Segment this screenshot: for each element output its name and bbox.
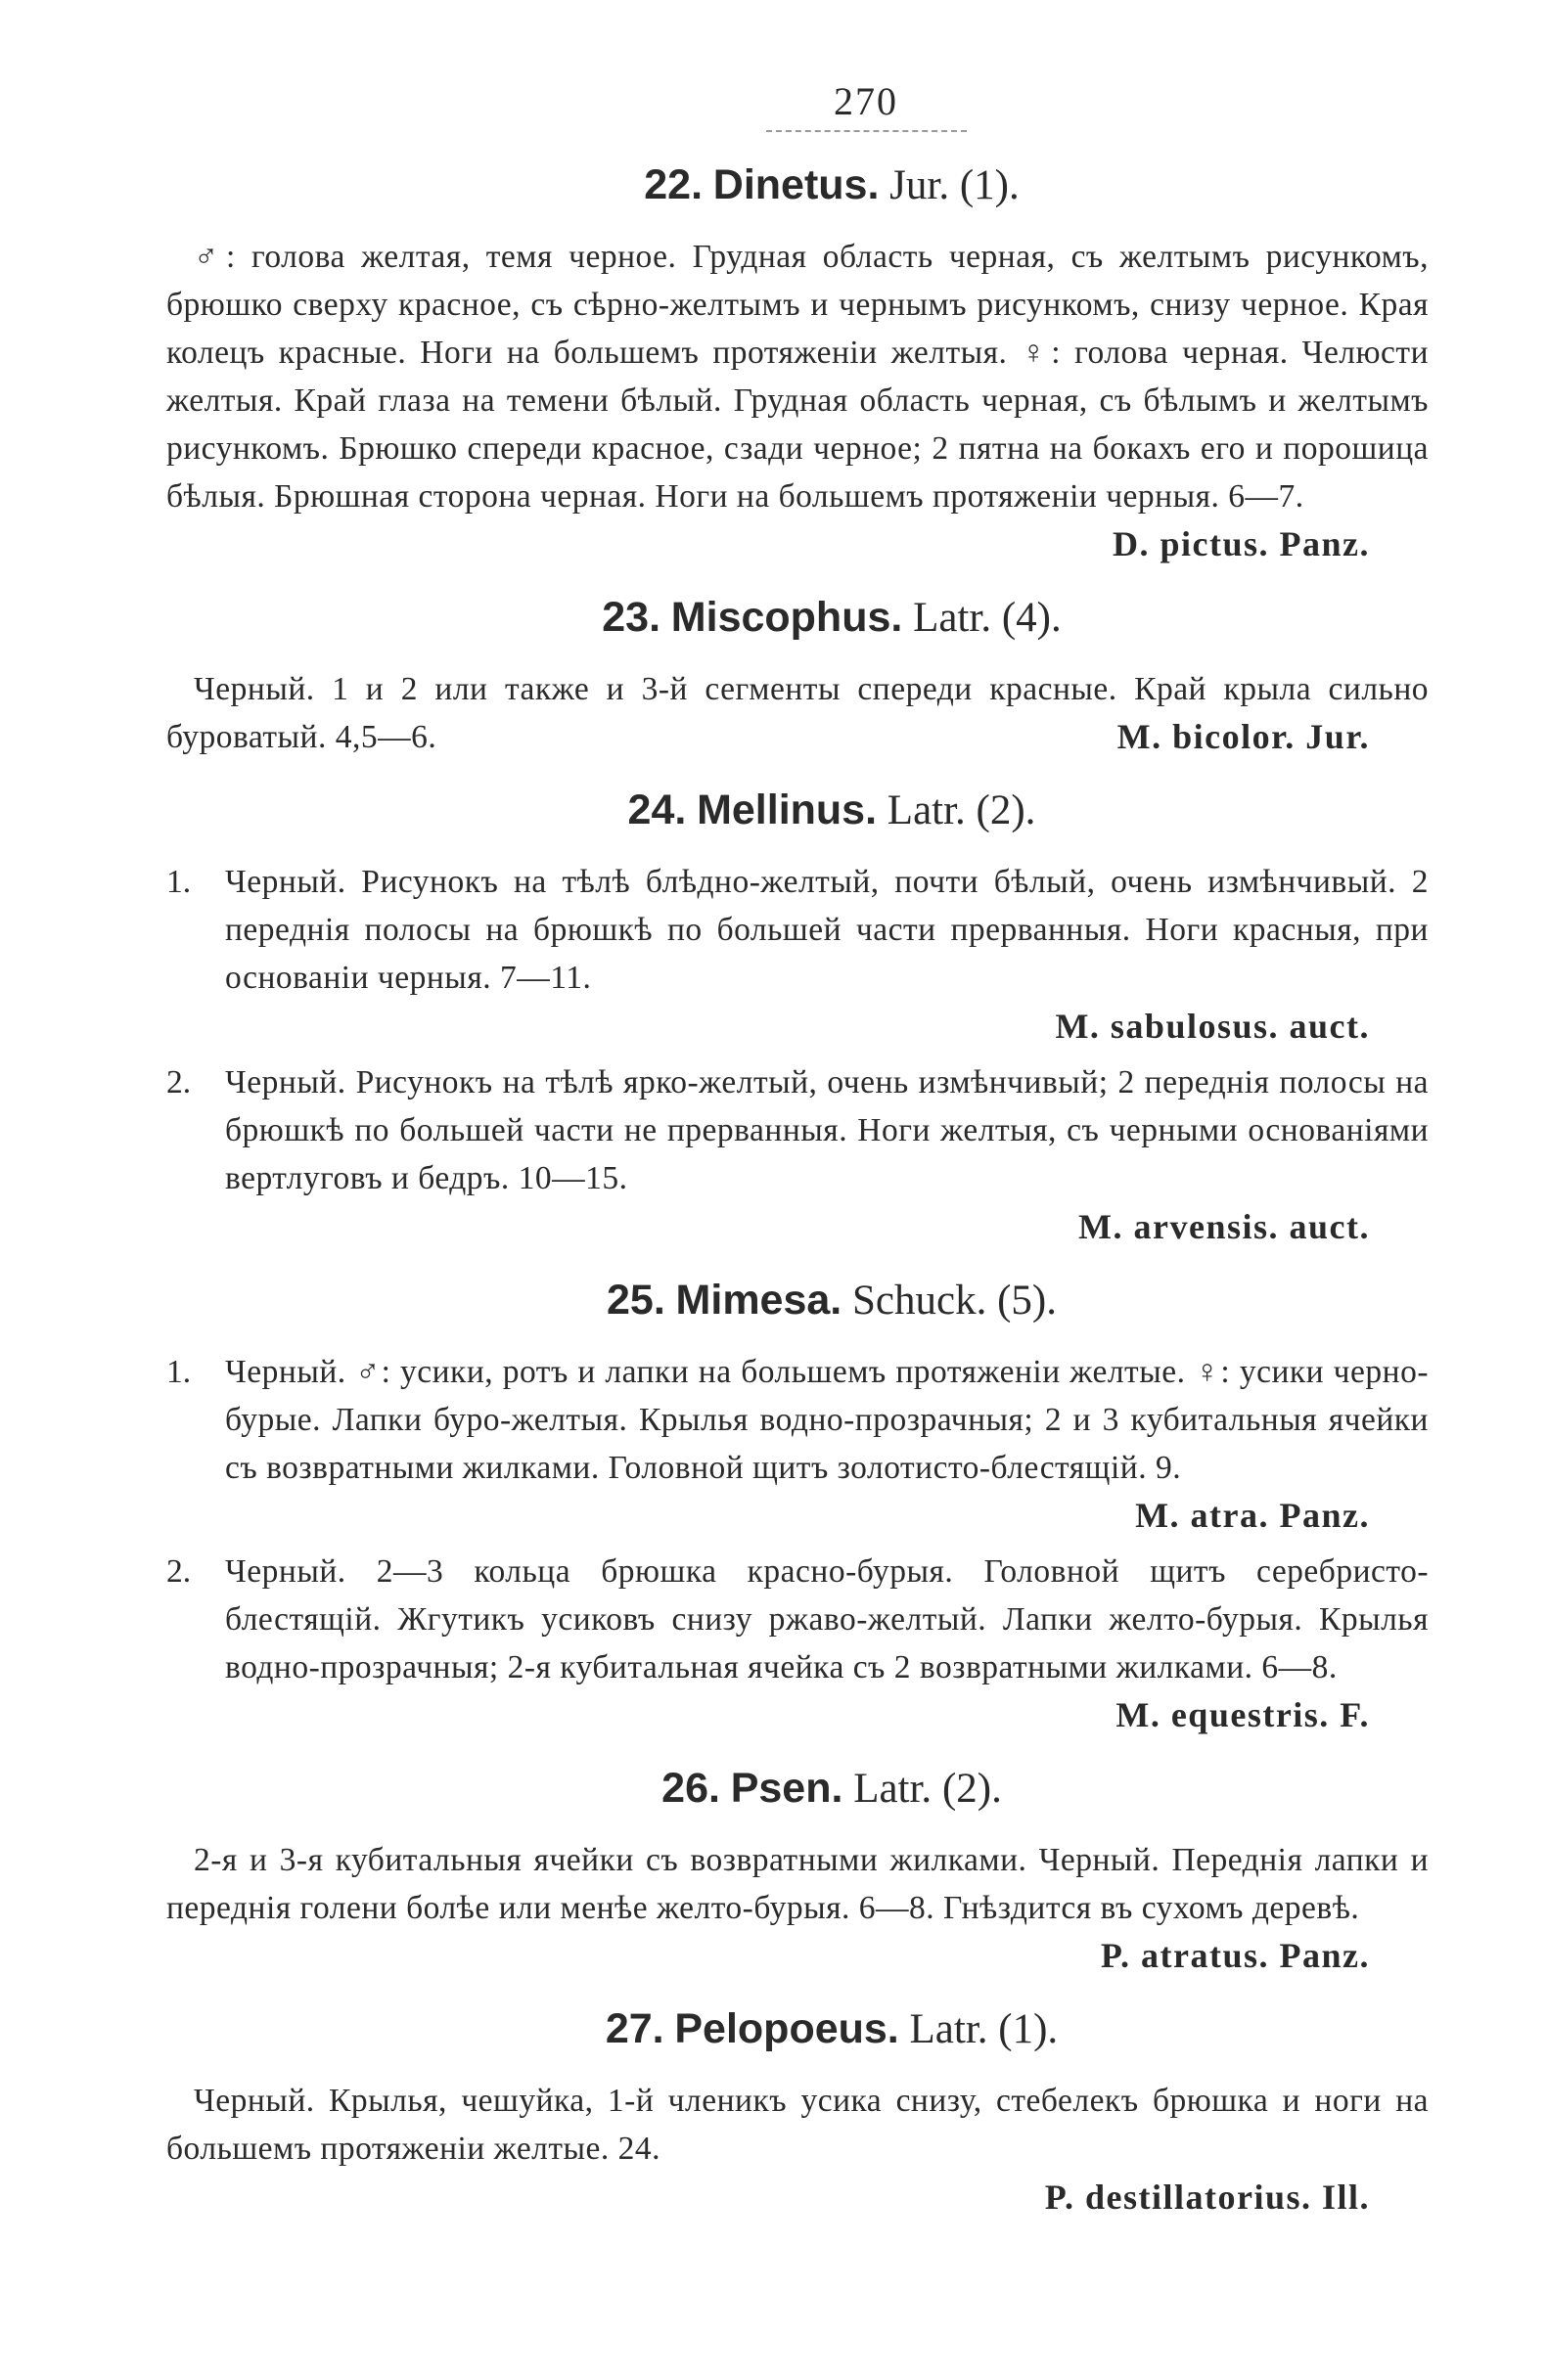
item-number: 1. [166, 864, 192, 900]
description-text: 2-я и 3-я кубитальныя ячейки съ возвратными жилками. Черный. Переднія лапки и переднія голени болѣе или менѣе желто-бурыя. 6—8. Гнѣздится въ сухомъ деревѣ. [166, 1842, 1429, 1926]
section-number: 25. [607, 1277, 665, 1324]
section-text [166, 233, 1429, 568]
item-number: 1. [166, 1354, 192, 1390]
page [166, 78, 1429, 2247]
species-name: M. equestris. F. [1115, 1695, 1370, 1734]
section-heading [166, 2005, 1429, 2053]
genus-name: Dinetus. [712, 161, 880, 208]
species-name: M. bicolor. Jur. [1116, 717, 1370, 756]
item-number: 2. [166, 1064, 192, 1100]
species-name: P. destillatorius. Ill. [1044, 2178, 1370, 2217]
item-text [225, 1548, 1429, 1739]
section-heading [166, 1277, 1429, 1325]
genus-author: Schuck. [852, 1278, 987, 1324]
species-count: (2). [941, 1766, 1002, 1812]
description-text: Черный. Рисунокъ на тѣлѣ блѣдно-желтый, почти бѣлый, очень измѣнчивый. 2 переднія полосы на брюшкѣ по большей части прерванныя. Ноги красныя, при основаніи черныя. 7—11. [225, 864, 1429, 996]
description-text: Черный. ♂: усики, ротъ и лапки на большемъ протяженіи желтые. ♀: усики черно-бурые. Лапки буро-желтыя. Крылья водно-прозрачныя; 2 и 3 кубитальныя ячейки съ возвратными жилками. Головной щитъ золотисто-блестящій. 9. [225, 1354, 1429, 1486]
key-item [166, 1058, 1429, 1251]
genus-name: Pelopoeus. [674, 2005, 899, 2052]
section-24 [166, 786, 1429, 1251]
genus-author: Latr. [913, 595, 992, 641]
species-count: (1). [998, 2006, 1059, 2052]
page-number-rule [766, 130, 967, 132]
section-heading [166, 594, 1429, 642]
section-26 [166, 1765, 1429, 1980]
page-number: 270 [834, 79, 898, 123]
section-number: 27. [605, 2005, 664, 2052]
species-count: (4). [1001, 595, 1062, 641]
species-count: (2). [976, 787, 1036, 833]
item-number: 2. [166, 1553, 192, 1590]
description-text: Черный. Крылья, чешуйка, 1-й членикъ усика снизу, стебелекъ брюшка и ноги на большемъ протяженіи желтые. 24. [166, 2083, 1429, 2167]
species-name: M. arvensis. auct. [1078, 1207, 1370, 1246]
genus-author: Latr. [853, 1766, 933, 1812]
description-text: Черный. Рисунокъ на тѣлѣ ярко-желтый, очень измѣнчивый; 2 переднія полосы на брюшкѣ по большей части не прерванныя. Ноги желтыя, съ черными основаніями вертлуговъ и бедръ. 10—15. [225, 1064, 1429, 1196]
section-heading [166, 161, 1429, 209]
genus-author: Latr. [909, 2006, 988, 2052]
species-count: (1). [959, 162, 1020, 208]
species-count: (5). [997, 1278, 1057, 1324]
section-heading [166, 1765, 1429, 1813]
key-item [166, 858, 1429, 1051]
description-text: Черный. 1 и 2 или также и 3-й сегменты спереди красные. Край крыла сильно буроватый. 4,5—6. [166, 671, 1429, 755]
section-22 [166, 161, 1429, 568]
section-text [166, 1836, 1429, 1980]
description-text: ♂: голова желтая, темя черное. Грудная область черная, съ желтымъ рисункомъ, брюшко сверху красное, съ сѣрно-желтымъ и чернымъ рисункомъ, снизу черное. Края колецъ красные. Ноги на большемъ протяженіи желтыя. ♀: голова черная. Челюсти желтыя. Край глаза на темени бѣлый. Грудная область черная, съ бѣлымъ и желтымъ рисункомъ. Брюшко спереди красное, сзади черное; 2 пятна на бокахъ его и порошица бѣлыя. Брюшная сторона черная. Ноги на большемъ протяженіи черныя. 6—7. [166, 239, 1429, 515]
genus-name: Mimesa. [675, 1277, 842, 1324]
genus-name: Miscophus. [670, 594, 903, 641]
species-name: M. atra. Panz. [1135, 1496, 1370, 1535]
section-23 [166, 594, 1429, 761]
genus-author: Latr. [887, 787, 966, 833]
genus-author: Jur. [889, 162, 950, 208]
species-name: D. pictus. Panz. [1112, 524, 1370, 563]
species-name: M. sabulosus. auct. [1055, 1007, 1370, 1046]
section-heading [166, 786, 1429, 834]
description-text: Черный. 2—3 кольца брюшка красно-бурыя. Головной щитъ серебристо-блестящій. Жгутикъ усиковъ снизу ржаво-желтый. Лапки желто-бурыя. Крылья водно-прозрачныя; 2-я кубитальная ячейка съ 2 возвратными жилками. 6—8. [225, 1553, 1429, 1685]
key-item [166, 1548, 1429, 1739]
genus-name: Psen. [730, 1765, 843, 1812]
species-name: P. atratus. Panz. [1100, 1936, 1370, 1975]
genus-name: Mellinus. [697, 786, 878, 833]
section-number: 23. [602, 594, 661, 641]
section-number: 22. [644, 161, 704, 208]
item-text [225, 1348, 1429, 1540]
section-27 [166, 2005, 1429, 2222]
section-number: 24. [627, 786, 687, 833]
section-number: 26. [661, 1765, 720, 1812]
section-25 [166, 1277, 1429, 1739]
key-item [166, 1348, 1429, 1540]
section-text [166, 665, 1429, 761]
